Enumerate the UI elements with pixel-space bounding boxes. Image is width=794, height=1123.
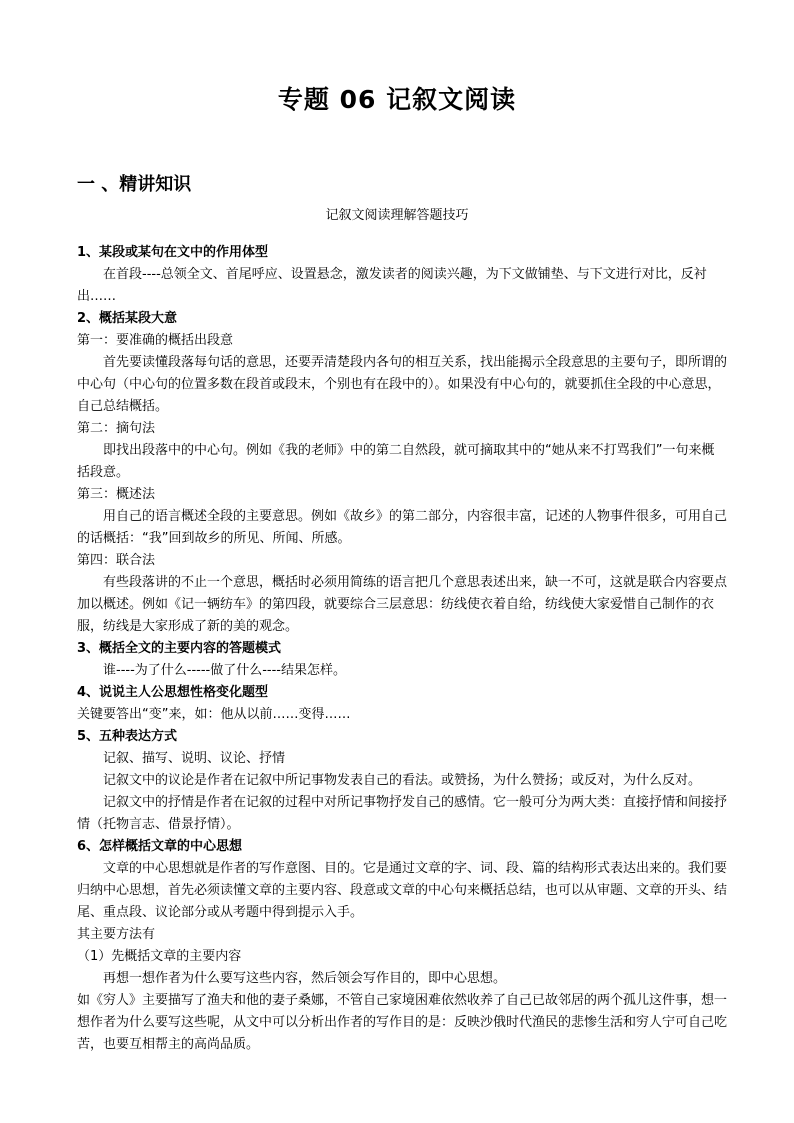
section-subheading: 2、概括某段大意: [77, 311, 178, 326]
section-subheading: 4、说说主人公思想性格变化题型: [77, 685, 269, 700]
paragraph: 谁----为了什么-----做了什么----结果怎样。: [103, 663, 346, 678]
paragraph: 在首段----总领全文、首尾呼应、设置悬念，激发读者的阅读兴趣，为下文做铺垫、与下文进行对比，反衬出……: [77, 267, 707, 304]
section-heading: 一 、精讲知识: [77, 174, 192, 195]
section-subheading: 3、概括全文的主要内容的答题模式: [77, 641, 282, 656]
subtitle: 记叙文阅读理解答题技巧: [325, 208, 469, 223]
document-body: [77, 242, 727, 1056]
paragraph: 第二：摘句法: [77, 421, 156, 436]
paragraph: 关键要答出“变”来，如：他从以前……变得……: [77, 707, 351, 722]
paragraph: 第一：要准确的概括出段意: [77, 333, 234, 348]
paragraph: 有些段落讲的不止一个意思，概括时必须用简练的语言把几个意思表述出来，缺一不可，这就是联合内容要点加以概述。例如《记一辆纺车》的第四段，就要综合三层意思：纺线使衣着自给，纺线使大家爱惜自己制作的衣服，纺线是大家形成了新的美的观念。: [77, 575, 728, 634]
paragraph: 首先要读懂段落每句话的意思，还要弄清楚段内各句的相互关系，找出能揭示全段意思的主要句子，即所谓的中心句（中心句的位置多数在段首或段末，个别也有在段中的）。如果没有中心句的，就要抓住全段的中心意思，自己总结概括。: [77, 355, 728, 414]
section-subheading: 6、怎样概括文章的中心思想: [77, 839, 243, 854]
paragraph: 第三：概述法: [77, 487, 156, 502]
paragraph: 再想一想作者为什么要写这些内容，然后领会写作目的，即中心思想。: [103, 971, 507, 986]
paragraph: 用自己的语言概述全段的主要意思。例如《故乡》的第二部分，内容很丰富，记述的人物事件很多，可用自己的话概括：“我”回到故乡的所见、所闻、所感。: [77, 509, 728, 546]
paragraph: （1）先概括文章的主要内容: [77, 949, 242, 964]
paragraph: 文章的中心思想就是作者的写作意图、目的。它是通过文章的字、词、段、篇的结构形式表达出来的。我们要归纳中心思想，首先必须读懂文章的主要内容、段意或文章的中心句来概括总结，也可以从审题、文章的开头、结尾、重点段、议论部分或从考题中得到提示入手。: [77, 861, 728, 920]
paragraph: 即找出段落中的中心句。例如《我的老师》中的第二自然段，就可摘取其中的“她从来不打骂我们”一句来概括段意。: [77, 443, 715, 480]
paragraph: 其主要方法有: [77, 927, 156, 942]
page-title: 专题 06 记叙文阅读: [277, 85, 517, 114]
section-subheading: 1、某段或某句在文中的作用体型: [77, 245, 269, 260]
paragraph: 第四：联合法: [77, 553, 156, 568]
paragraph: 记叙、描写、说明、议论、抒情: [103, 751, 286, 766]
paragraph: 记叙文中的议论是作者在记叙中所记事物发表自己的看法。或赞扬，为什么赞扬；或反对，为什么反对。: [103, 773, 702, 788]
paragraph: 如《穷人》主要描写了渔夫和他的妻子桑娜，不管自己家境困难依然收养了自己已故邻居的两个孤儿这件事，想一想作者为什么要写这些呢，从文中可以分析出作者的写作目的是：反映沙俄时代渔民的悲惨生活和穷人宁可自己吃苦，也要互相帮主的高尚品质。: [77, 993, 728, 1052]
paragraph: 记叙文中的抒情是作者在记叙的过程中对所记事物抒发自己的感情。它一般可分为两大类：直接抒情和间接抒情（托物言志、借景抒情）。: [77, 795, 728, 832]
section-subheading: 5、五种表达方式: [77, 729, 178, 744]
